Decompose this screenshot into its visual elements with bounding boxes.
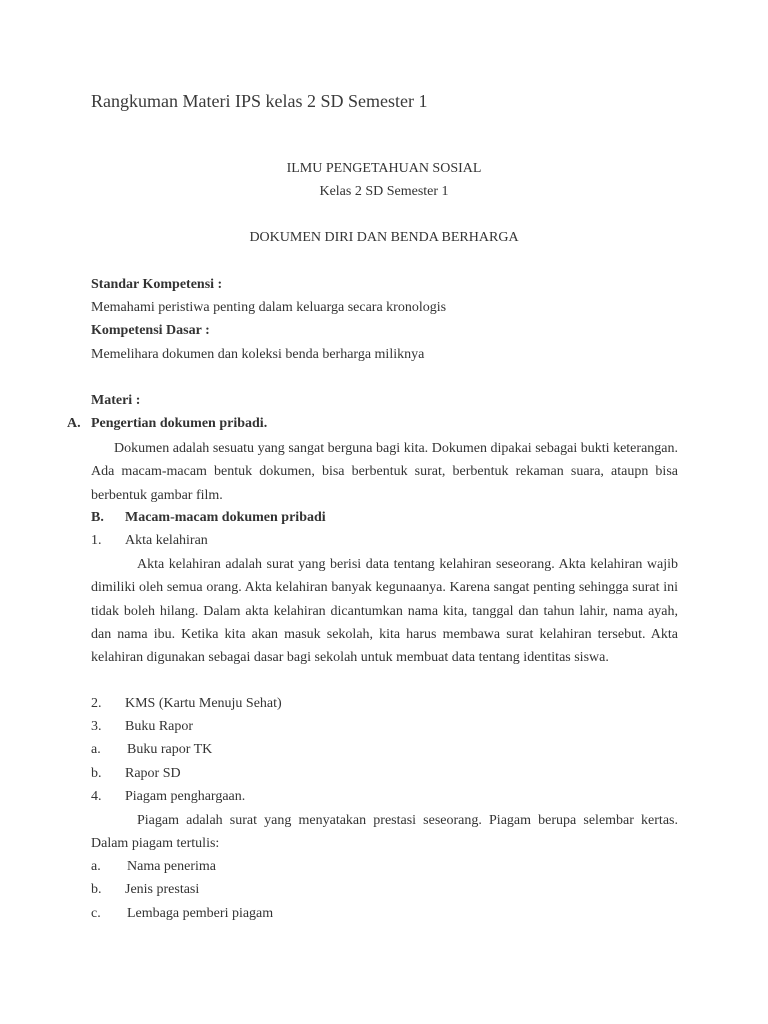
sk-label: Standar Kompetensi : bbox=[91, 277, 223, 292]
list-item-4b bbox=[91, 882, 199, 898]
section-a-heading bbox=[67, 416, 267, 432]
list-item-3b-marker: b. bbox=[91, 766, 102, 781]
list-item-3 bbox=[91, 719, 193, 735]
list-item-2 bbox=[91, 696, 282, 712]
list-item-4a bbox=[91, 859, 216, 875]
list-item-3b-text: Rapor SD bbox=[125, 766, 181, 781]
paragraph-4: Piagam adalah surat yang menyatakan prestasi seseorang. Piagam berupa selembar kertas. Dalam piagam tertulis: bbox=[91, 813, 678, 852]
paragraph-a: Dokumen adalah sesuatu yang sangat berguna bagi kita. Dokumen dipakai sebagai bukti keterangan. Ada macam-macam bentuk dokumen, bisa berbentuk surat, berbentuk rekaman suara, ataupn bisa berbentuk gambar film. bbox=[91, 441, 678, 503]
list-item-4a-marker: a. bbox=[91, 859, 101, 874]
list-item-3a-text: Buku rapor TK bbox=[127, 742, 213, 757]
section-b-heading bbox=[91, 510, 326, 526]
list-item-4-text: Piagam penghargaan. bbox=[125, 789, 246, 804]
list-item-4-marker: 4. bbox=[91, 789, 102, 804]
kd-text: Memelihara dokumen dan koleksi benda berharga miliknya bbox=[91, 347, 425, 362]
document-title: Rangkuman Materi IPS kelas 2 SD Semester 1 bbox=[91, 91, 428, 111]
list-item-4b-marker: b. bbox=[91, 882, 102, 897]
section-a-title: Pengertian dokumen pribadi. bbox=[91, 416, 268, 431]
list-item-4b-text: Jenis prestasi bbox=[125, 882, 200, 897]
list-item-3a-marker: a. bbox=[91, 742, 101, 757]
kd-label: Kompetensi Dasar : bbox=[91, 323, 210, 338]
section-b-title: Macam-macam dokumen pribadi bbox=[125, 510, 326, 525]
list-item-3-marker: 3. bbox=[91, 719, 102, 734]
list-item-4c-marker: c. bbox=[91, 906, 101, 921]
list-item-2-text: KMS (Kartu Menuju Sehat) bbox=[125, 696, 282, 711]
section-b-marker: B. bbox=[91, 510, 104, 525]
list-item-1-text: Akta kelahiran bbox=[125, 533, 208, 548]
paragraph-1: Akta kelahiran adalah surat yang berisi data tentang kelahiran seseorang. Akta kelahiran wajib dimiliki oleh semua orang. Akta kelahiran banyak kegunaanya. Karena sangat penting sehingga surat ini tidak boleh hilang. Dalam akta kelahiran dicantumkan nama kita, tanggal dan tahun lahir, nama ayah, dan nama ibu. Ketika kita akan masuk sekolah, kita harus membawa surat kelahiran tersebut. Akta kelahiran digunakan sebagai dasar bagi sekolah untuk membuat data tentang identitas siswa. bbox=[91, 557, 678, 666]
list-item-3a bbox=[91, 742, 212, 758]
section-a-marker: A. bbox=[67, 416, 81, 431]
list-item-4a-text: Nama penerima bbox=[127, 859, 217, 874]
list-item-3-text: Buku Rapor bbox=[125, 719, 194, 734]
list-item-1-marker: 1. bbox=[91, 533, 102, 548]
list-item-2-marker: 2. bbox=[91, 696, 102, 711]
list-item-1 bbox=[91, 533, 208, 549]
grade-heading: Kelas 2 SD Semester 1 bbox=[319, 184, 449, 199]
list-item-4 bbox=[91, 789, 245, 805]
list-item-4c-text: Lembaga pemberi piagam bbox=[127, 906, 274, 921]
subject-heading: ILMU PENGETAHUAN SOSIAL bbox=[286, 161, 482, 176]
list-item-3b bbox=[91, 766, 181, 782]
topic-heading: DOKUMEN DIRI DAN BENDA BERHARGA bbox=[249, 230, 519, 245]
list-item-4c bbox=[91, 906, 273, 922]
sk-text: Memahami peristiwa penting dalam keluarga secara kronologis bbox=[91, 300, 447, 315]
materi-label: Materi : bbox=[91, 393, 141, 408]
